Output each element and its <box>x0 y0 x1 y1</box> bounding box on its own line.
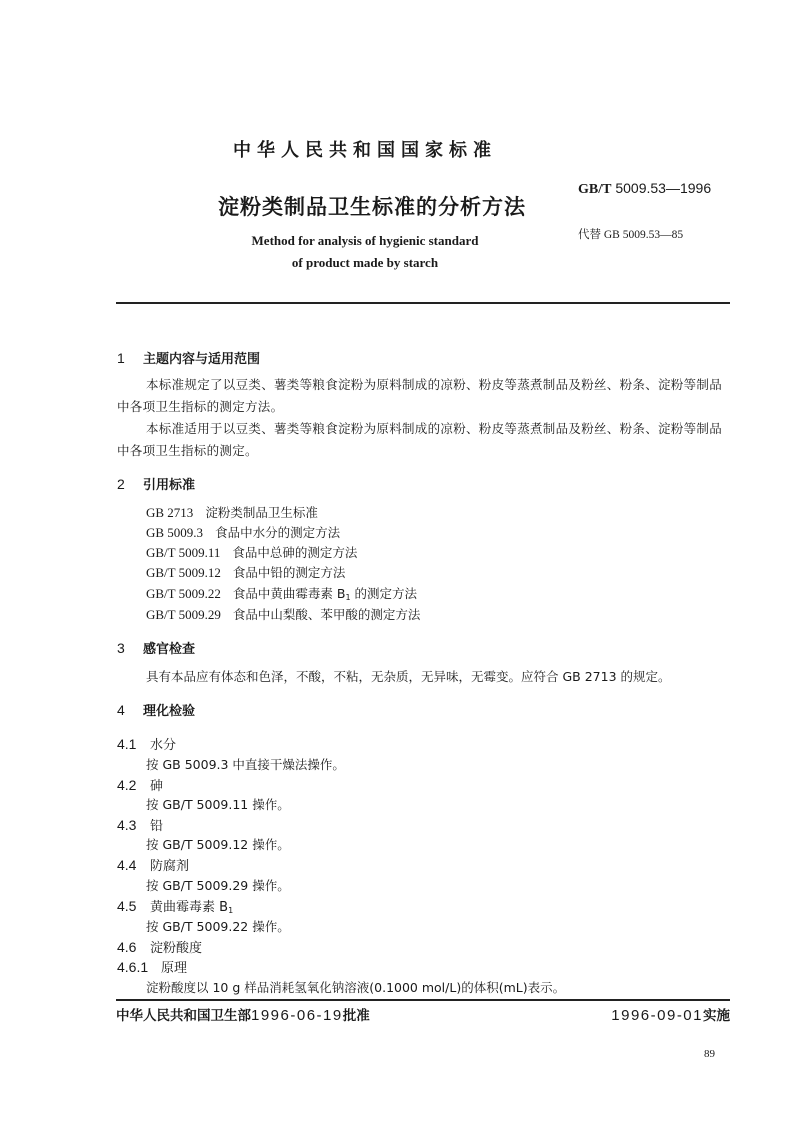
section-number: 4 <box>117 702 125 718</box>
section-3-heading <box>117 638 195 657</box>
reference-code: GB/T 5009.11 <box>146 545 221 560</box>
section-1-paragraph-1: 本标准规定了以豆类、薯类等粮食淀粉为原料制成的凉粉、粉皮等蒸煮制品及粉丝、粉条、淀粉等制品中各项卫生指标的测定方法。 <box>117 377 723 414</box>
subsection-text: 按 GB/T 5009.22 操作。 <box>146 919 290 934</box>
subsection-text: 按 GB/T 5009.11 操作。 <box>146 797 290 812</box>
reference-title: 食品中铅的测定方法 <box>232 565 346 580</box>
section-number: 2 <box>117 476 125 492</box>
section-title: 引用标准 <box>143 478 196 493</box>
issuer: 中华人民共和国卫生部 <box>116 1008 251 1024</box>
reference-title: 食品中水分的测定方法 <box>215 525 341 540</box>
subsection-title: 砷 <box>150 779 164 794</box>
section-title: 感官检查 <box>143 642 196 657</box>
reference-code: GB/T 5009.12 <box>146 565 221 580</box>
section-number: 3 <box>117 640 125 656</box>
subsection-number: 4.1 <box>117 736 137 752</box>
subscript: 1 <box>345 593 351 602</box>
reference-item <box>146 503 318 521</box>
subsection-heading <box>117 855 189 874</box>
subsection-heading <box>117 734 176 753</box>
reference-title: 食品中山梨酸、苯甲酸的测定方法 <box>232 607 421 622</box>
subsection-number: 4.3 <box>117 817 137 833</box>
section-2-heading <box>117 474 195 493</box>
replaces-note: 代替 GB 5009.53—85 <box>578 229 684 241</box>
subsection-text: 按 GB/T 5009.12 操作。 <box>146 837 290 852</box>
subsection-text: 淀粉酸度以 10 g 样品消耗氢氧化钠溶液(0.1000 mol/L)的体积(mL)表示。 <box>146 980 566 995</box>
reference-title: 食品中黄曲霉毒素 B <box>232 586 346 601</box>
subsection-title: 淀粉酸度 <box>150 941 203 956</box>
subsection-number: 4.4 <box>117 857 137 873</box>
subsection-heading <box>117 775 163 794</box>
approve-label: 批准 <box>342 1008 370 1024</box>
header-divider <box>116 302 730 304</box>
effective-label: 实施 <box>703 1008 730 1024</box>
footer-divider <box>116 999 730 1001</box>
subsection-title: 黄曲霉毒素 B <box>150 900 229 915</box>
subsection-text: 按 GB/T 5009.29 操作。 <box>146 878 290 893</box>
subsection-heading <box>117 937 202 956</box>
reference-code: GB/T 5009.29 <box>146 607 221 622</box>
document-title: 淀粉类制品卫生标准的分析方法 <box>218 195 526 219</box>
reference-item <box>146 563 345 581</box>
effective-date: 1996-09-01 <box>611 1007 703 1024</box>
subsection-number: 4.6 <box>117 939 137 955</box>
reference-code: GB/T 5009.22 <box>146 586 221 601</box>
section-title: 主题内容与适用范围 <box>143 352 261 367</box>
subscript: 1 <box>228 906 234 915</box>
standard-code: 5009.53—1996 <box>615 180 712 196</box>
reference-code: GB 5009.3 <box>146 525 204 540</box>
effective-line <box>611 1004 730 1024</box>
subsection-title: 水分 <box>150 738 177 753</box>
section-1-heading <box>117 348 260 367</box>
subsection-number: 4.5 <box>117 898 137 914</box>
section-1-paragraph-2: 本标准适用于以豆类、薯类等粮食淀粉为原料制成的凉粉、粉皮等蒸煮制品及粉丝、粉条、淀粉等制品中各项卫生指标的测定。 <box>117 421 723 458</box>
org-title: 中华人民共和国国家标准 <box>233 140 497 161</box>
section-4-heading <box>117 700 195 719</box>
reference-code: GB 2713 <box>146 505 194 520</box>
subsection-title: 原理 <box>161 961 188 976</box>
subsection-title: 铅 <box>150 819 164 834</box>
english-title-line2: of product made by starch <box>291 255 439 270</box>
subsection-number: 4.6.1 <box>117 959 149 975</box>
reference-title-suffix: 的测定方法 <box>350 586 418 601</box>
subsection-heading <box>117 815 163 834</box>
section-3-text: 具有本品应有体态和色泽，不酸，不粘，无杂质，无异味，无霉变。应符合 GB 2713 的规定。 <box>146 669 671 684</box>
reference-item <box>146 605 420 623</box>
standard-prefix: GB/T <box>578 182 612 197</box>
english-title-line1: Method for analysis of hygienic standard <box>251 233 479 248</box>
reference-item <box>146 523 340 541</box>
subsection-title: 防腐剂 <box>150 859 190 874</box>
subsection-number: 4.2 <box>117 777 137 793</box>
reference-title: 食品中总砷的测定方法 <box>232 545 358 560</box>
section-number: 1 <box>117 350 125 366</box>
standard-number <box>578 180 711 198</box>
reference-item <box>146 543 357 561</box>
section-title: 理化检验 <box>143 704 196 719</box>
reference-item <box>146 584 417 602</box>
subsection-text: 按 GB 5009.3 中直接干燥法操作。 <box>146 757 345 772</box>
subsection-heading <box>117 896 233 915</box>
subsection-heading <box>117 957 187 976</box>
page-number: 89 <box>704 1048 715 1060</box>
approval-line <box>116 1004 370 1024</box>
approve-date: 1996-06-19 <box>251 1007 343 1024</box>
reference-title: 淀粉类制品卫生标准 <box>205 505 318 520</box>
